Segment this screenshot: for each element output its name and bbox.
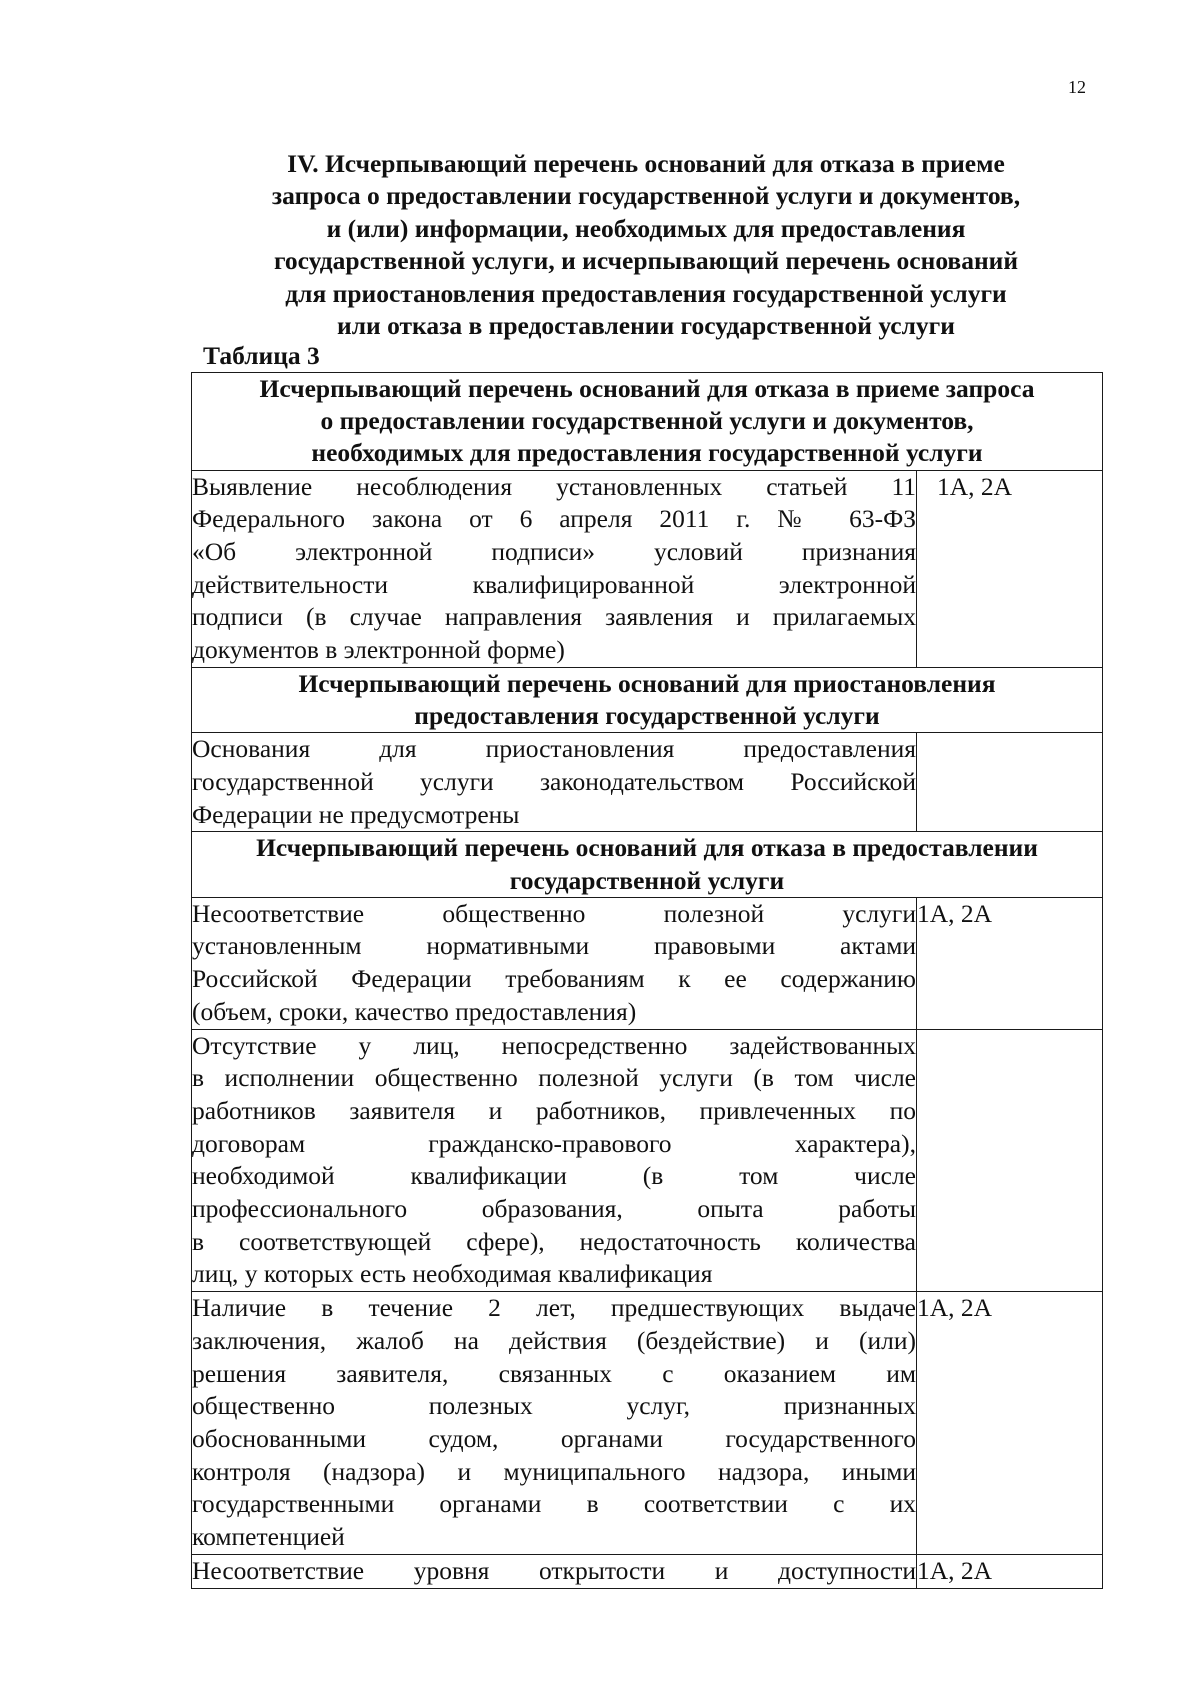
ground-text-line: Отсутствие у лиц, непосредственно задействованных [192, 1030, 916, 1060]
ground-text-line: в соответствующей сфере), недостаточность количества [192, 1226, 916, 1256]
ground-text-line: подписи (в случае направления заявления и прилагаемых [192, 602, 916, 632]
ground-text-cell [192, 470, 917, 667]
section-header-row [192, 373, 1103, 471]
section-title-line: государственной услуги, и исчерпывающий перечень оснований [273, 246, 1019, 276]
table-row [192, 1554, 1103, 1588]
section-header-row [192, 832, 1103, 897]
ground-reference-cell: 1А, 2А [917, 897, 1103, 1029]
ground-text-line: профессионального образования, опыта работы [192, 1194, 916, 1224]
ground-text-line: лиц, у которых есть необходимая квалификация [192, 1259, 713, 1289]
ground-text-line: необходимой квалификации (в том числе [192, 1161, 916, 1191]
section-header-line: о предоставлении государственной услуги и документов, [320, 406, 974, 436]
ground-text-line: работников заявителя и работников, привлеченных по [192, 1095, 916, 1125]
section-title-line: или отказа в предоставлении государственной услуги [337, 311, 955, 341]
table-row [192, 470, 1103, 667]
ground-text-cell [192, 1554, 917, 1588]
ground-text-line: Наличие в течение 2 лет, предшествующих выдаче [192, 1293, 916, 1323]
table-row [192, 1292, 1103, 1555]
section-header-refusal-service [192, 832, 1103, 897]
section-header-line: необходимых для предоставления государственной услуги [311, 438, 983, 468]
table-caption: Таблица 3 [203, 341, 320, 370]
ground-text-line: установленным нормативными правовыми актами [192, 931, 916, 961]
ground-text-line: в исполнении общественно полезной услуги (в том числе [192, 1063, 916, 1093]
section-header-refusal-acceptance [192, 373, 1103, 471]
ground-reference-cell: 1А, 2А [917, 1292, 1103, 1555]
section-header-suspension [192, 667, 1103, 732]
ground-text-cell [192, 897, 917, 1029]
ground-text-line: обоснованными судом, органами государственного [192, 1424, 916, 1453]
ground-text-line: Несоответствие уровня открытости и доступности [192, 1555, 916, 1585]
section-header-line: Исчерпывающий перечень оснований для приостановления [298, 668, 996, 698]
ground-text-line: заключения, жалоб на действия (бездействие) и (или) [192, 1325, 916, 1355]
ground-text-line: государственной услуги законодательством Российской [192, 766, 916, 796]
ground-text-line: решения заявителя, связанных с оказанием им [192, 1358, 916, 1388]
ground-reference-cell: 1А, 2А [917, 470, 1103, 667]
page-number: 12 [1068, 77, 1086, 97]
section-header-row [192, 667, 1103, 732]
ground-reference-cell: 1А, 2А [917, 1554, 1103, 1588]
table-row [192, 897, 1103, 1029]
table-row [192, 733, 1103, 832]
ground-reference-cell [917, 1029, 1103, 1292]
ground-text-line: Несоответствие общественно полезной услуги [192, 898, 916, 928]
ground-text-line: договорам гражданско-правового характера), [192, 1128, 916, 1158]
section-header-line: предоставления государственной услуги [414, 701, 880, 731]
ground-text-line: государственными органами в соответствии с их [192, 1489, 916, 1519]
ground-text-line: контроля (надзора) и муниципального надзора, иными [192, 1456, 916, 1486]
ground-text-line: общественно полезных услуг, признанных [192, 1391, 916, 1421]
ground-text-line: Выявление несоблюдения установленных статьей 11 [192, 471, 916, 501]
section-title-line: и (или) информации, необходимых для предоставления [326, 213, 966, 243]
section-title-line: IV. Исчерпывающий перечень оснований для отказа в приеме [287, 149, 1005, 178]
ground-text-line: «Об электронной подписи» условий признания [192, 537, 916, 567]
ground-text-line: Федерации не предусмотрены [192, 799, 520, 829]
ground-reference-cell [917, 733, 1103, 832]
ground-text-cell [192, 1029, 917, 1292]
ground-text-cell [192, 733, 917, 832]
section-header-line: Исчерпывающий перечень оснований для отказа в предоставлении [256, 833, 1038, 863]
ground-text-line: документов в электронной форме) [192, 635, 565, 665]
grounds-table [191, 372, 1103, 1589]
ground-text-line: Основания для приостановления предоставления [192, 734, 916, 764]
section-title-line: запроса о предоставлении государственной услуги и документов, [271, 181, 1021, 211]
section-header-line: государственной услуги [509, 865, 785, 895]
ground-text-line: действительности квалифицированной электронной [192, 569, 916, 599]
section-title-line: для приостановления предоставления государственной услуги [285, 278, 1007, 308]
section-title [196, 148, 1096, 342]
ground-text-line: Федерального закона от 6 апреля 2011 г. № 63-ФЗ [192, 504, 916, 534]
ground-text-cell [192, 1292, 917, 1555]
ground-text-line: Российской Федерации требованиям к ее содержанию [192, 964, 916, 994]
table-row [192, 1029, 1103, 1292]
section-header-line: Исчерпывающий перечень оснований для отказа в приеме запроса [259, 374, 1035, 403]
ground-text-line: (объем, сроки, качество предоставления) [192, 996, 637, 1026]
ground-text-line: компетенцией [192, 1522, 345, 1552]
